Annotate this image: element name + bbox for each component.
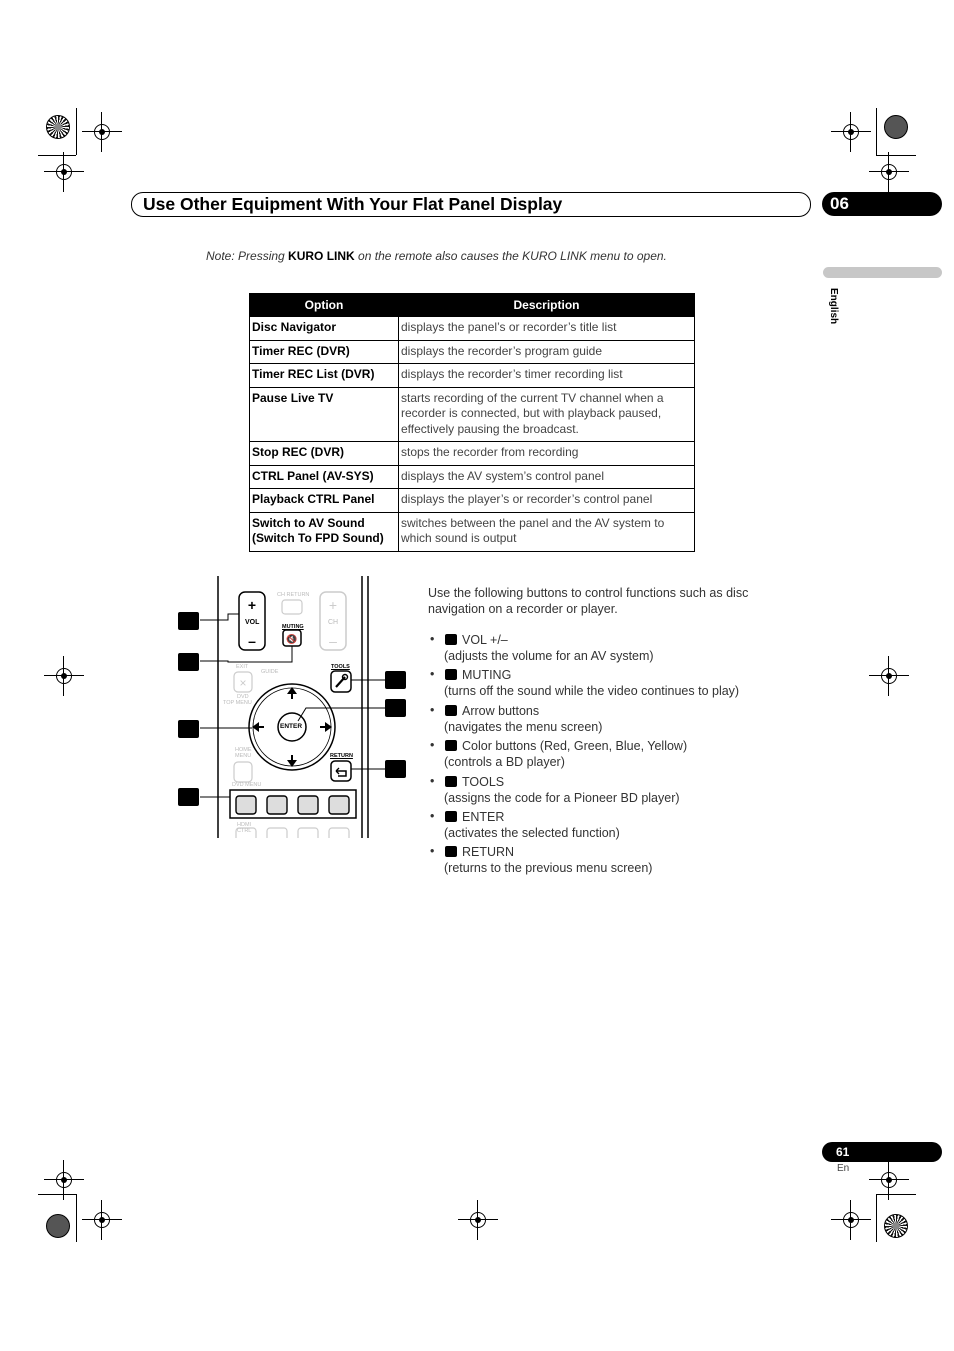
- svg-text:+: +: [328, 597, 338, 613]
- remote-illustration: [178, 576, 418, 838]
- description-cell: displays the recorder’s timer recording list: [399, 364, 695, 388]
- callout-marker: [445, 811, 457, 822]
- option-cell: Disc Navigator: [250, 317, 399, 341]
- crosshair-mark: [44, 656, 84, 696]
- callout-vol: [178, 612, 199, 630]
- return-label: RETURN: [330, 753, 353, 759]
- svg-text:+: +: [247, 597, 257, 613]
- vol-label: VOL: [245, 619, 260, 626]
- callout-color-buttons: [178, 788, 199, 806]
- svg-text:–: –: [248, 633, 256, 649]
- section-title-bar: [131, 192, 811, 217]
- svg-text:🔇: 🔇: [286, 635, 298, 645]
- registration-disc: [46, 1214, 70, 1238]
- callout-marker: [445, 669, 457, 680]
- list-item: • ENTER (activates the selected function): [430, 808, 620, 840]
- description-cell: starts recording of the current TV channel when a recorder is connected, but with playback paused, effectively pausing the broadcast.: [399, 387, 695, 442]
- enter-label: ENTER: [280, 723, 303, 730]
- crosshair-mark: [831, 112, 871, 152]
- language-tab-bar: [823, 267, 942, 278]
- ch-return-label: CH RETURN: [277, 592, 310, 598]
- option-cell: CTRL Panel (AV-SYS): [250, 465, 399, 489]
- crosshair-mark: [82, 1200, 122, 1240]
- page-language: En: [837, 1163, 850, 1174]
- option-cell: Pause Live TV: [250, 387, 399, 442]
- remote-drawing: [178, 576, 418, 838]
- option-cell: Switch to AV Sound (Switch To FPD Sound): [250, 512, 399, 551]
- feature-list: [428, 632, 788, 880]
- chapter-badge: [822, 192, 942, 216]
- description-cell: displays the AV system’s control panel: [399, 465, 695, 489]
- registration-starburst: [884, 1214, 908, 1238]
- dvd-menu-label: DVD MENU: [232, 782, 262, 788]
- guide-label: GUIDE: [261, 669, 279, 675]
- crosshair-mark: [869, 152, 909, 192]
- page-title: Use Other Equipment With Your Flat Panel Display: [143, 194, 563, 214]
- option-cell: Stop REC (DVR): [250, 442, 399, 466]
- description-cell: displays the recorder’s program guide: [399, 340, 695, 364]
- list-item: • TOOLS (assigns the code for a Pioneer BD player): [430, 773, 680, 805]
- intro-paragraph: Use the following buttons to control functions such as disc navigation on a recorder or player.: [428, 586, 749, 616]
- registration-starburst: [46, 115, 70, 139]
- kuro-link-label: KURO LINK: [288, 249, 355, 263]
- chapter-number: 06: [830, 194, 849, 213]
- crosshair-mark: [831, 1200, 871, 1240]
- option-cell: Timer REC List (DVR): [250, 364, 399, 388]
- description-cell: displays the player’s or recorder’s control panel: [399, 489, 695, 513]
- list-item: • Arrow buttons (navigates the menu screen): [430, 702, 603, 734]
- description-cell: displays the panel’s or recorder’s title list: [399, 317, 695, 341]
- callout-marker: [445, 846, 457, 857]
- crosshair-mark: [82, 112, 122, 152]
- callout-muting: [178, 653, 199, 671]
- list-item: • VOL +/– (adjusts the volume for an AV system): [430, 632, 654, 663]
- svg-text:–: –: [329, 633, 337, 649]
- description-cell: switches between the panel and the AV system to which sound is output: [399, 512, 695, 551]
- crosshair-mark: [44, 152, 84, 192]
- callout-marker: [445, 634, 457, 645]
- note-text: Note: Pressing KURO LINK on the remote also causes the KURO LINK menu to open.: [206, 249, 667, 263]
- column-header-description: Description: [399, 294, 695, 317]
- top-menu-label: TOP MENU: [223, 700, 252, 706]
- muting-label: MUTING: [282, 624, 304, 630]
- description-cell: stops the recorder from recording: [399, 442, 695, 466]
- callout-enter: [385, 699, 406, 717]
- option-cell: Timer REC (DVR): [250, 340, 399, 364]
- table-row: [250, 364, 695, 388]
- callout-marker: [445, 740, 457, 751]
- list-item: • Color buttons (Red, Green, Blue, Yellow) (controls a BD player): [430, 738, 688, 770]
- table-row: [250, 465, 695, 489]
- callout-return: [385, 760, 406, 778]
- registration-disc: [884, 115, 908, 139]
- hdmi-ctrl-label: HDMI CTRL: [237, 822, 252, 834]
- column-header-option: Option: [250, 294, 399, 317]
- dvd-label: DVD: [237, 694, 249, 700]
- table-row: [250, 387, 695, 442]
- option-cell: Playback CTRL Panel: [250, 489, 399, 513]
- svg-text:×: ×: [239, 676, 247, 690]
- table-row: [250, 340, 695, 364]
- language-tab-label: English: [828, 288, 839, 325]
- table-row: [250, 489, 695, 513]
- callout-marker: [445, 705, 457, 716]
- table-row: [250, 512, 695, 551]
- crosshair-mark: [458, 1200, 498, 1240]
- page-number: 61: [836, 1145, 850, 1159]
- ch-label: CH: [328, 619, 339, 626]
- crosshair-mark: [869, 656, 909, 696]
- callout-arrows: [178, 720, 199, 738]
- tools-label: TOOLS: [331, 664, 350, 670]
- table-row: [250, 442, 695, 466]
- home-menu-label: HOME MENU: [235, 747, 252, 759]
- options-table: [249, 293, 695, 552]
- list-item: • MUTING (turns off the sound while the video continues to play): [430, 667, 740, 699]
- page-number-badge: [822, 1142, 942, 1162]
- callout-tools: [385, 671, 406, 689]
- list-item: • RETURN (returns to the previous menu screen): [430, 844, 653, 876]
- table-row: [250, 317, 695, 341]
- exit-label: EXIT: [236, 664, 249, 670]
- callout-marker: [445, 776, 457, 787]
